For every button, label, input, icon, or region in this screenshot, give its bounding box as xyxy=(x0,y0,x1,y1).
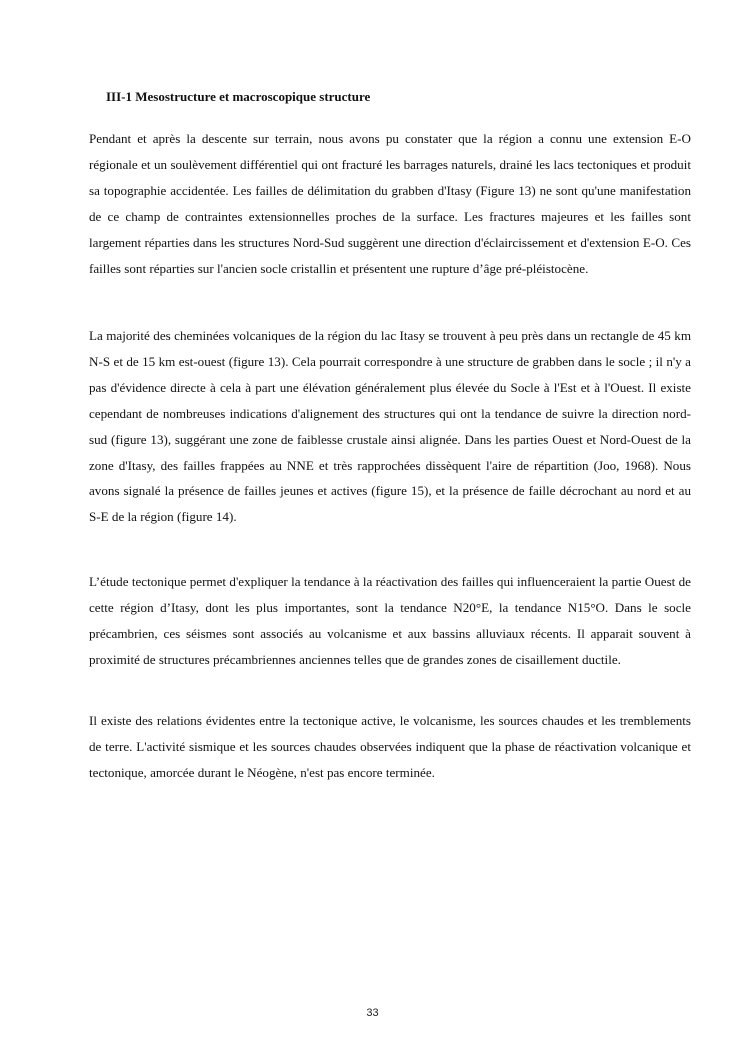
page-number: 33 xyxy=(366,1007,379,1019)
paragraph-extension: Pendant et après la descente sur terrain, nous avons pu constater que la région a connu une extension E-O régionale et un soulèvement différentiel qui ont fracturé les barrages naturels, drainé les lacs tectoniques et produit sa topographie accidentée. Les failles de délimitation du grabben d'Itasy (Figure 13) ne sont qu'une manifestation de ce champ de contraintes extensionnelles proches de la surface. Les fractures majeures et les failles sont largement réparties dans les structures Nord-Sud suggèrent une direction d'éclaircissement et d'extension E-O. Ces failles sont réparties sur l'ancien socle cristallin et présentent une rupture d’âge pré-pléistocène. xyxy=(89,131,691,276)
section-heading: III-1 Mesostructure et macroscopique structure xyxy=(106,89,371,104)
paragraph-relations: Il existe des relations évidentes entre la tectonique active, le volcanisme, les sources chaudes et les tremblements de terre. L'activité sismique et les sources chaudes observées indiquent que la phase de réactivation volcanique et tectonique, amorcée durant le Néogène, n'est pas encore terminée. xyxy=(89,713,691,780)
paragraph-volcanic-vents: La majorité des cheminées volcaniques de la région du lac Itasy se trouvent à peu près dans un rectangle de 45 km N-S et de 15 km est-ouest (figure 13). Cela pourrait correspondre à une structure de grabben dans le socle ; il n'y a pas d'évidence directe à cela à part une élévation généralement plus élevée du Socle à l'Est et à l'Ouest. Il existe cependant de nombreuses indications d'alignement des structures qui ont la tendance de suivre la direction nord-sud (figure 13), suggérant une zone de faiblesse crustale ainsi alignée. Dans les parties Ouest et Nord-Ouest de la zone d'Itasy, des failles frappées au NNE et très rapprochées dissèquent l'aire de répartition (Joo, 1968). Nous avons signalé la présence de failles jeunes et actives (figure 15), et la présence de faille décrochant au nord et au S-E de la région (figure 14). xyxy=(89,328,691,525)
paragraph-tectonic-study: L’étude tectonique permet d'expliquer la tendance à la réactivation des failles qui influenceraient la partie Ouest de cette région d’Itasy, dont les plus importantes, sont la tendance N20°E, la tendance N15°O. Dans le socle précambrien, ces séismes sont associés au volcanisme et aux bassins alluviaux récents. Il apparait souvent à proximité de structures précambriennes anciennes telles que de grandes zones de cisaillement ductile. xyxy=(89,574,691,667)
